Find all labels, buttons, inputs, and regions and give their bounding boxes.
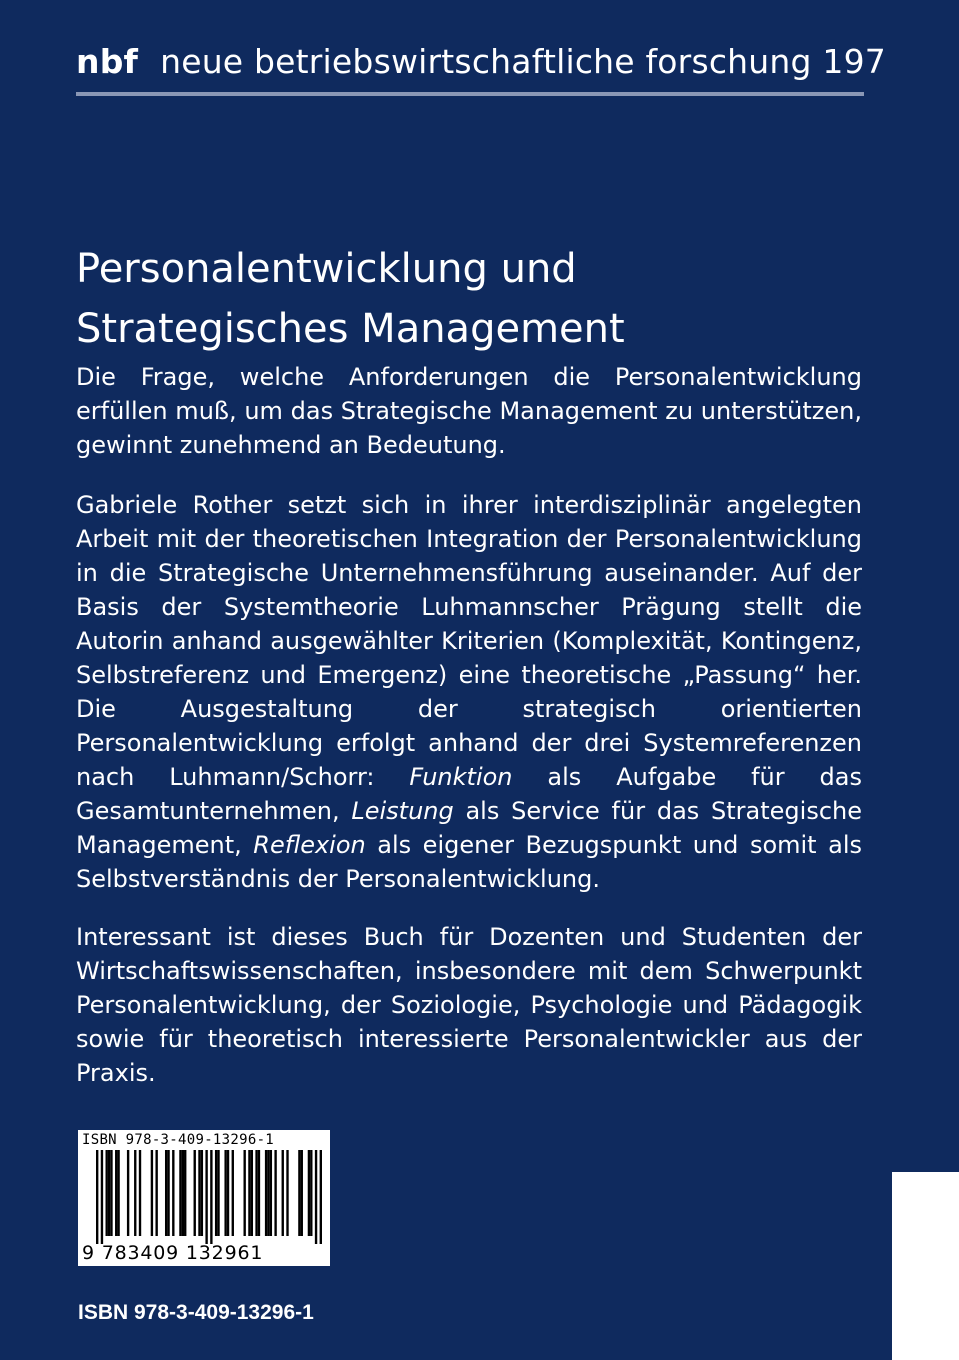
- barcode-bar: [267, 1150, 269, 1236]
- barcode-bar: [151, 1150, 153, 1236]
- barcode-bar: [282, 1150, 284, 1236]
- header-divider: [76, 92, 864, 96]
- barcode-bar: [201, 1150, 203, 1236]
- barcode-bar: [224, 1150, 226, 1236]
- blurb-p2-text-c: als Service für das Strategische Management,: [76, 797, 862, 859]
- barcode-bar: [184, 1150, 186, 1236]
- barcode-bar: [108, 1150, 110, 1236]
- barcode-bar: [110, 1150, 112, 1236]
- barcode-bar: [265, 1150, 267, 1236]
- barcode-bar: [205, 1150, 207, 1244]
- blurb-p2-text-b: als Aufgabe für das Gesamtunternehmen,: [76, 763, 862, 825]
- blurb-p2-text-a: Gabriele Rother setzt sich in ihrer interdisziplinär angelegten Arbeit mit der theoretischen Integration der Personalentwicklung in die Strategische Unternehmensführung auseinander. Auf der Basis der Systemtheorie Luhmannscher Prägung stellt die Autorin anhand ausgewählter Kriterien (Komplexität, Kontingenz, Selbstreferenz und Emergenz) eine theoretische „Passung“ her. Die Ausgestaltung der strategisch orientierten Personalentwicklung erfolgt anhand der drei Systemreferenzen nach Luhmann/Schorr:: [76, 491, 862, 791]
- barcode-bar: [96, 1150, 98, 1244]
- barcode-bar: [274, 1150, 276, 1236]
- barcode-bar: [139, 1150, 141, 1236]
- barcode-bar: [255, 1150, 257, 1236]
- barcode-bar: [101, 1150, 103, 1244]
- white-label-area: [892, 1172, 959, 1360]
- isbn-footer: ISBN 978-3-409-13296-1: [78, 1301, 314, 1324]
- book-title: [76, 239, 866, 359]
- blurb-p2-term-funktion: Funktion: [409, 763, 513, 791]
- barcode-bar: [106, 1150, 108, 1236]
- barcode-bar: [301, 1150, 303, 1236]
- book-title-line-1: Personalentwicklung und: [76, 245, 577, 292]
- series-name: neue betriebswirtschaftliche forschung 197: [160, 42, 886, 81]
- barcode-bar: [232, 1150, 234, 1236]
- barcode-label: [78, 1130, 330, 1266]
- barcode-bar: [134, 1150, 136, 1236]
- book-title-line-2: Strategisches Management: [76, 305, 625, 352]
- barcode-bar: [308, 1150, 310, 1236]
- barcode-bar: [270, 1150, 272, 1236]
- barcode-bar: [248, 1150, 250, 1236]
- barcode-bar: [179, 1150, 181, 1236]
- barcode-bar: [182, 1150, 184, 1236]
- barcode-bar: [155, 1150, 157, 1236]
- barcode-isbn-text: ISBN 978-3-409-13296-1: [82, 1132, 275, 1148]
- barcode-bar: [227, 1150, 229, 1236]
- barcode-bar: [165, 1150, 167, 1236]
- blurb-p2-text-d: als eigener Bezugspunkt und somit als Selbstverständnis der Personalentwicklung.: [76, 831, 862, 893]
- barcode-bar: [198, 1150, 200, 1236]
- barcode-bar: [243, 1150, 245, 1236]
- barcode-bar: [167, 1150, 169, 1236]
- barcode-bar: [315, 1150, 317, 1244]
- blurb-p2-term-reflexion: Reflexion: [253, 831, 366, 859]
- barcode-digits: 9 783409 132961: [82, 1242, 264, 1264]
- barcode-bar: [215, 1150, 217, 1236]
- barcode-bar: [286, 1150, 288, 1236]
- barcode-bar: [127, 1150, 129, 1236]
- barcode-bar: [217, 1150, 219, 1236]
- barcode-bar: [117, 1150, 119, 1236]
- series-header: [76, 40, 886, 90]
- blurb-paragraph-1: Die Frage, welche Anforderungen die Personalentwicklung erfüllen muß, um das Strategische Management zu unterstützen, gewinnt zunehmend an Bedeutung.: [76, 363, 862, 459]
- ean13-barcode: [96, 1150, 322, 1244]
- barcode-bar: [320, 1150, 322, 1244]
- series-abbreviation: nbf: [76, 42, 139, 81]
- barcode-bar: [210, 1150, 212, 1244]
- barcode-bar: [258, 1150, 260, 1236]
- blurb-paragraph-2: [76, 488, 862, 896]
- barcode-bar: [172, 1150, 174, 1236]
- barcode-bar: [194, 1150, 196, 1236]
- barcode-bar: [115, 1150, 117, 1236]
- barcode-bar: [251, 1150, 253, 1236]
- barcode-bar: [310, 1150, 312, 1236]
- blurb-p2-term-leistung: Leistung: [351, 797, 454, 825]
- barcode-bar: [298, 1150, 300, 1236]
- blurb-paragraph-3: Interessant ist dieses Buch für Dozenten und Studenten der Wirtschaftswissenschaften, insbesondere mit dem Schwerpunkt Personalentwicklung, der Soziologie, Psychologie und Pädagogik sowie für theoretisch interessierte Personalentwickler aus der Praxis.: [76, 923, 862, 1087]
